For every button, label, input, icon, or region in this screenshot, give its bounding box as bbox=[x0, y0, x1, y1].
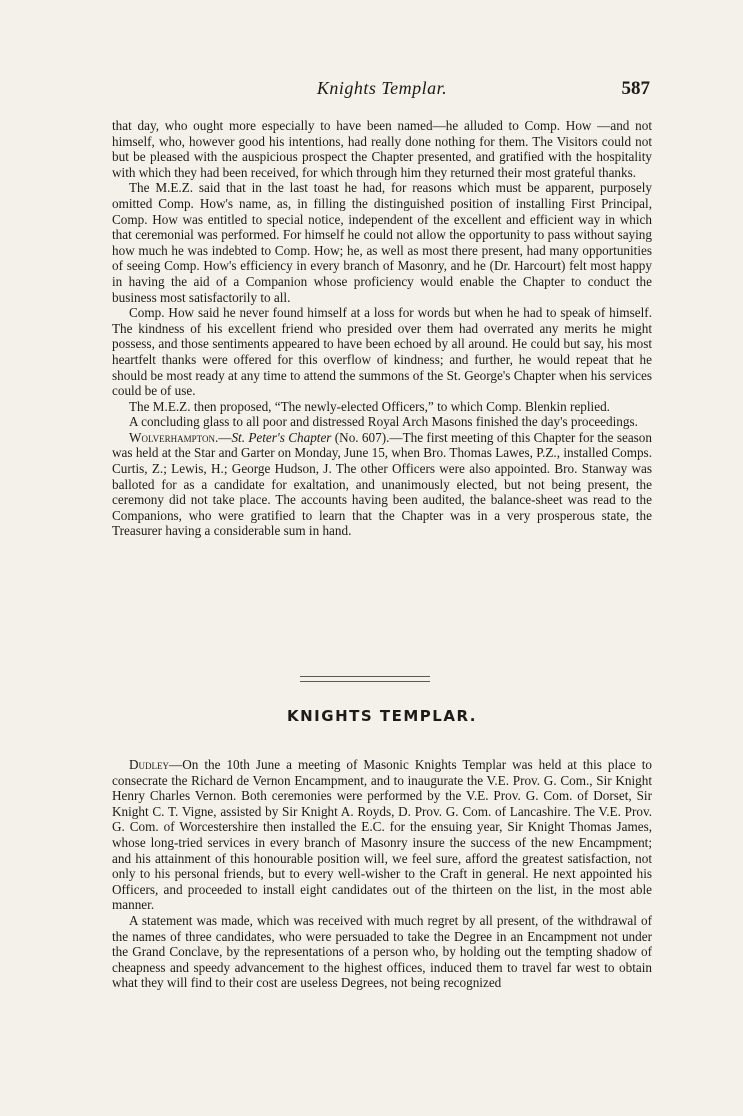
paragraph-concluding-glass: A concluding glass to all poor and distressed Royal Arch Masons finished the day's proceedings. bbox=[129, 414, 638, 430]
page-number: 587 bbox=[621, 78, 650, 99]
section-heading: KNIGHTS TEMPLAR. bbox=[287, 707, 477, 725]
paragraph-dudley bbox=[112, 757, 652, 913]
paragraph-wolverhampton: Wolverhampton.—St. Peter's Chapter (No. 607).—The first meeting of this Chapter for the season was held at the Star and Garter on Monday, June 15, when Bro. Thomas Lawes, P.Z., installed Comps. Curtis, Z.; Lewis, H.; George Hudson, J. The other Officers were also appointed. Bro. Stanway was balloted for as a candidate for exaltation, and unanimously elected, but not being present, the ceremony did not take place. The accounts having been audited, the balance-sheet was read to the Companions, who were gratified to learn that the Chapter was in a very prosperous state, the Treasurer having a considerable sum in hand. bbox=[112, 429, 652, 539]
chapter-report-section bbox=[112, 118, 652, 539]
knights-templar-section bbox=[112, 757, 652, 991]
paragraph-mez-toast: The M.E.Z. said that in the last toast he had, for reasons which must be apparent, purposely omitted Comp. How's name, as, in filling the distinguished position of installing First Principal, Comp. How was entitled to special notice, independent of the excellent and efficient way in which that ceremonial was performed. For himself he could not allow the opportunity to pass without saying how much he was indebted to Comp. How; he, as well as most there present, had many opportunities of seeing Comp. How's efficiency in every branch of Masonry, and he (Dr. Harcourt) felt most happy in having the aid of a Companion whose proficiency would enable the Chapter to conduct the business most satisfactorily to all. bbox=[112, 180, 652, 305]
section-divider bbox=[300, 676, 430, 682]
paragraph-officers-toast: The M.E.Z. then proposed, “The newly-elected Officers,” to which Comp. Blenkin replied. bbox=[129, 398, 610, 414]
paragraph-continuation: that day, who ought more especially to have been named—he alluded to Comp. How —and not himself, who, however good his intentions, had really done nothing for them. The Visitors could not but be pleased with the auspicious prospect the Chapter presented, and gratified with the hospitality with which they had been received, for which through him they returned their most grateful thanks. bbox=[112, 118, 652, 180]
paragraph-comp-how-reply: Comp. How said he never found himself at a loss for words but when he had to speak of himself. The kindness of his excellent friend who presided over them had overrated any merits he might possess, and those sentiments appeared to have been echoed by all around. He could but say, his most heartfelt thanks were offered for this overflow of kindness; and further, he would repeat that he should be most ready at any time to attend the summons of the St. George's Chapter when his services could be of use. bbox=[112, 305, 652, 399]
chapter-name: St. Peter's Chapter bbox=[231, 429, 332, 445]
page-header bbox=[112, 78, 652, 104]
place-name: Wolverhampton bbox=[129, 429, 215, 445]
running-title: Knights Templar. bbox=[316, 78, 448, 98]
paragraph-text: (No. 607).—The first meeting of this Chapter for the season was held at the Star and Garter on Monday, June 15, when Bro. Thomas Lawes, P.Z., installed Comps. Curtis, Z.; Lewis, H.; George Hudson, J. The other Officers were also appointed. Bro. Stanway was balloted for as a candidate for exaltation, and unanimously elected, but not being present, the ceremony did not take place. The accounts having been audited, the balance-sheet was read to the Companions, who were gratified to learn that the Chapter was in a very prosperous state, the Treasurer having a considerable sum in hand. bbox=[112, 429, 652, 539]
place-name: Dudley bbox=[129, 757, 170, 772]
paragraph-statement: A statement was made, which was received with much regret by all present, of the withdrawal of the names of three candidates, who were persuaded to take the Degree in an Encampment not under the Grand Conclave, by the representations of a person who, by holding out the tempting shadow of cheapness and speedy advancement to the highest offices, induced them to travel far west to obtain what they will find to their cost are useless Degrees, not being recognized bbox=[112, 912, 652, 991]
paragraph-text: —On the 10th June a meeting of Masonic Knights Templar was held at this place to consecrate the Richard de Vernon Encampment, and to inaugurate the V.E. Prov. G. Com., Sir Knight Henry Charles Vernon. Both ceremonies were performed by the V.E. Prov. G. Com. of Dorset, Sir Knight C. T. Vigne, assisted by Sir Knight A. Royds, D. Prov. G. Com. of Lancashire. The V.E. Prov. G. Com. of Worcestershire then installed the E.C. for the ensuing year, Sir Knight Thomas James, whose long-tried services in every branch of Masonry insure the success of the new Encampment; and his attainment of this honourable position will, we feel sure, afford the greatest satisfaction, not only to his personal friends, but to every well-wisher to the Craft in general. He next appointed his Officers, and proceeded to install eight candidates out of the thirteen on the list, in the most able manner. bbox=[112, 757, 652, 913]
